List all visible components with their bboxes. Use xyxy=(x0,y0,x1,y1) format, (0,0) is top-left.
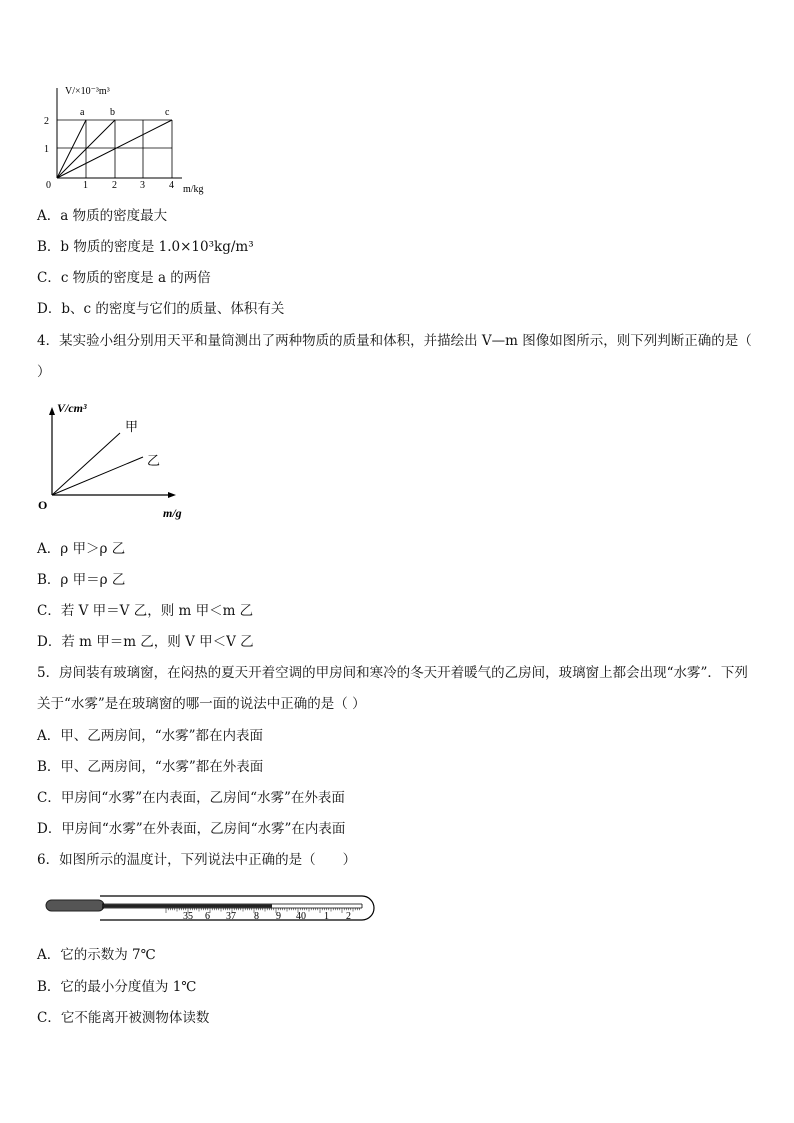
q4-option-c: C．若 V 甲＝V 乙，则 m 甲＜m 乙 xyxy=(37,603,254,619)
x-tick-3: 3 xyxy=(140,180,145,191)
line-jia xyxy=(52,433,120,495)
line-yi-label: 乙 xyxy=(147,453,161,468)
line-c xyxy=(57,120,172,178)
x-tick-4: 4 xyxy=(169,180,174,191)
y-axis-label: V/cm³ xyxy=(57,401,87,415)
graph-abc xyxy=(40,80,220,200)
q4-stem: 4．某实验小组分别用天平和量筒测出了两种物质的质量和体积，并描绘出 V—m 图像如图所示，则下列判断正确的是（ ） xyxy=(37,333,752,380)
thermo-label-39: 9 xyxy=(276,911,281,922)
thermo-label-42: 2 xyxy=(346,911,351,922)
thermometer-bulb xyxy=(46,900,104,911)
q4-option-b: B．ρ 甲＝ρ 乙 xyxy=(37,572,126,588)
line-a xyxy=(57,120,86,178)
q3-option-c: C．c 物质的密度是 a 的两倍 xyxy=(37,270,211,286)
line-c-label: c xyxy=(165,107,170,118)
q4-option-d: D．若 m 甲＝m 乙，则 V 甲＜V 乙 xyxy=(37,634,254,650)
line-b-label: b xyxy=(110,107,115,118)
q4-option-a: A．ρ 甲＞ρ 乙 xyxy=(37,541,126,557)
origin-label: 0 xyxy=(46,180,51,191)
y-tick-2: 2 xyxy=(44,116,49,127)
thermo-label-40: 40 xyxy=(296,911,306,922)
q5-option-b: B．甲、乙两房间，“水雾”都在外表面 xyxy=(37,759,264,775)
q5-option-d: D．甲房间“水雾”在外表面，乙房间“水雾”在内表面 xyxy=(37,821,346,837)
q5-option-c: C．甲房间“水雾”在内表面，乙房间“水雾”在外表面 xyxy=(37,790,345,806)
x-axis-label: m/g xyxy=(163,506,182,520)
origin-label: O xyxy=(38,498,48,512)
line-yi xyxy=(52,457,143,495)
thermo-label-41: 1 xyxy=(324,911,329,922)
y-tick-1: 1 xyxy=(44,144,49,155)
q3-option-a: A．a 物质的密度最大 xyxy=(37,208,168,224)
thermometer xyxy=(40,888,380,928)
q6-option-b: B．它的最小分度值为 1℃ xyxy=(37,979,197,995)
y-axis-label: V/×10⁻³m³ xyxy=(65,86,110,97)
mercury-column xyxy=(102,905,272,908)
x-tick-1: 1 xyxy=(83,180,88,191)
thermo-label-35: 35 xyxy=(183,911,193,922)
q6-stem: 6．如图所示的温度计，下列说法中正确的是（ ） xyxy=(37,852,357,868)
q6-option-c: C．它不能离开被测物体读数 xyxy=(37,1010,210,1026)
q5-option-a: A．甲、乙两房间，“水雾”都在内表面 xyxy=(37,728,264,744)
thermo-label-38: 8 xyxy=(254,911,259,922)
thermometer-ticks xyxy=(166,908,360,913)
x-tick-2: 2 xyxy=(112,180,117,191)
line-a-label: a xyxy=(80,107,85,118)
q6-option-a: A．它的示数为 7℃ xyxy=(37,947,156,963)
thermo-label-37: 37 xyxy=(226,911,236,922)
q3-option-d: D．b、c 的密度与它们的质量、体积有关 xyxy=(37,301,285,317)
graph-jia-yi xyxy=(35,395,195,525)
x-axis-label: m/kg xyxy=(183,184,204,195)
line-jia-label: 甲 xyxy=(125,419,139,434)
q3-option-b: B．b 物质的密度是 1.0×10³kg/m³ xyxy=(37,239,254,255)
thermo-label-36: 6 xyxy=(205,911,210,922)
q5-stem: 5．房间装有玻璃窗，在闷热的夏天开着空调的甲房间和寒冷的冬天开着暖气的乙房间，玻璃窗上都会出现“水雾”．下列关于“水雾”是在玻璃窗的哪一面的说法中正确的是（ ） xyxy=(37,665,748,712)
